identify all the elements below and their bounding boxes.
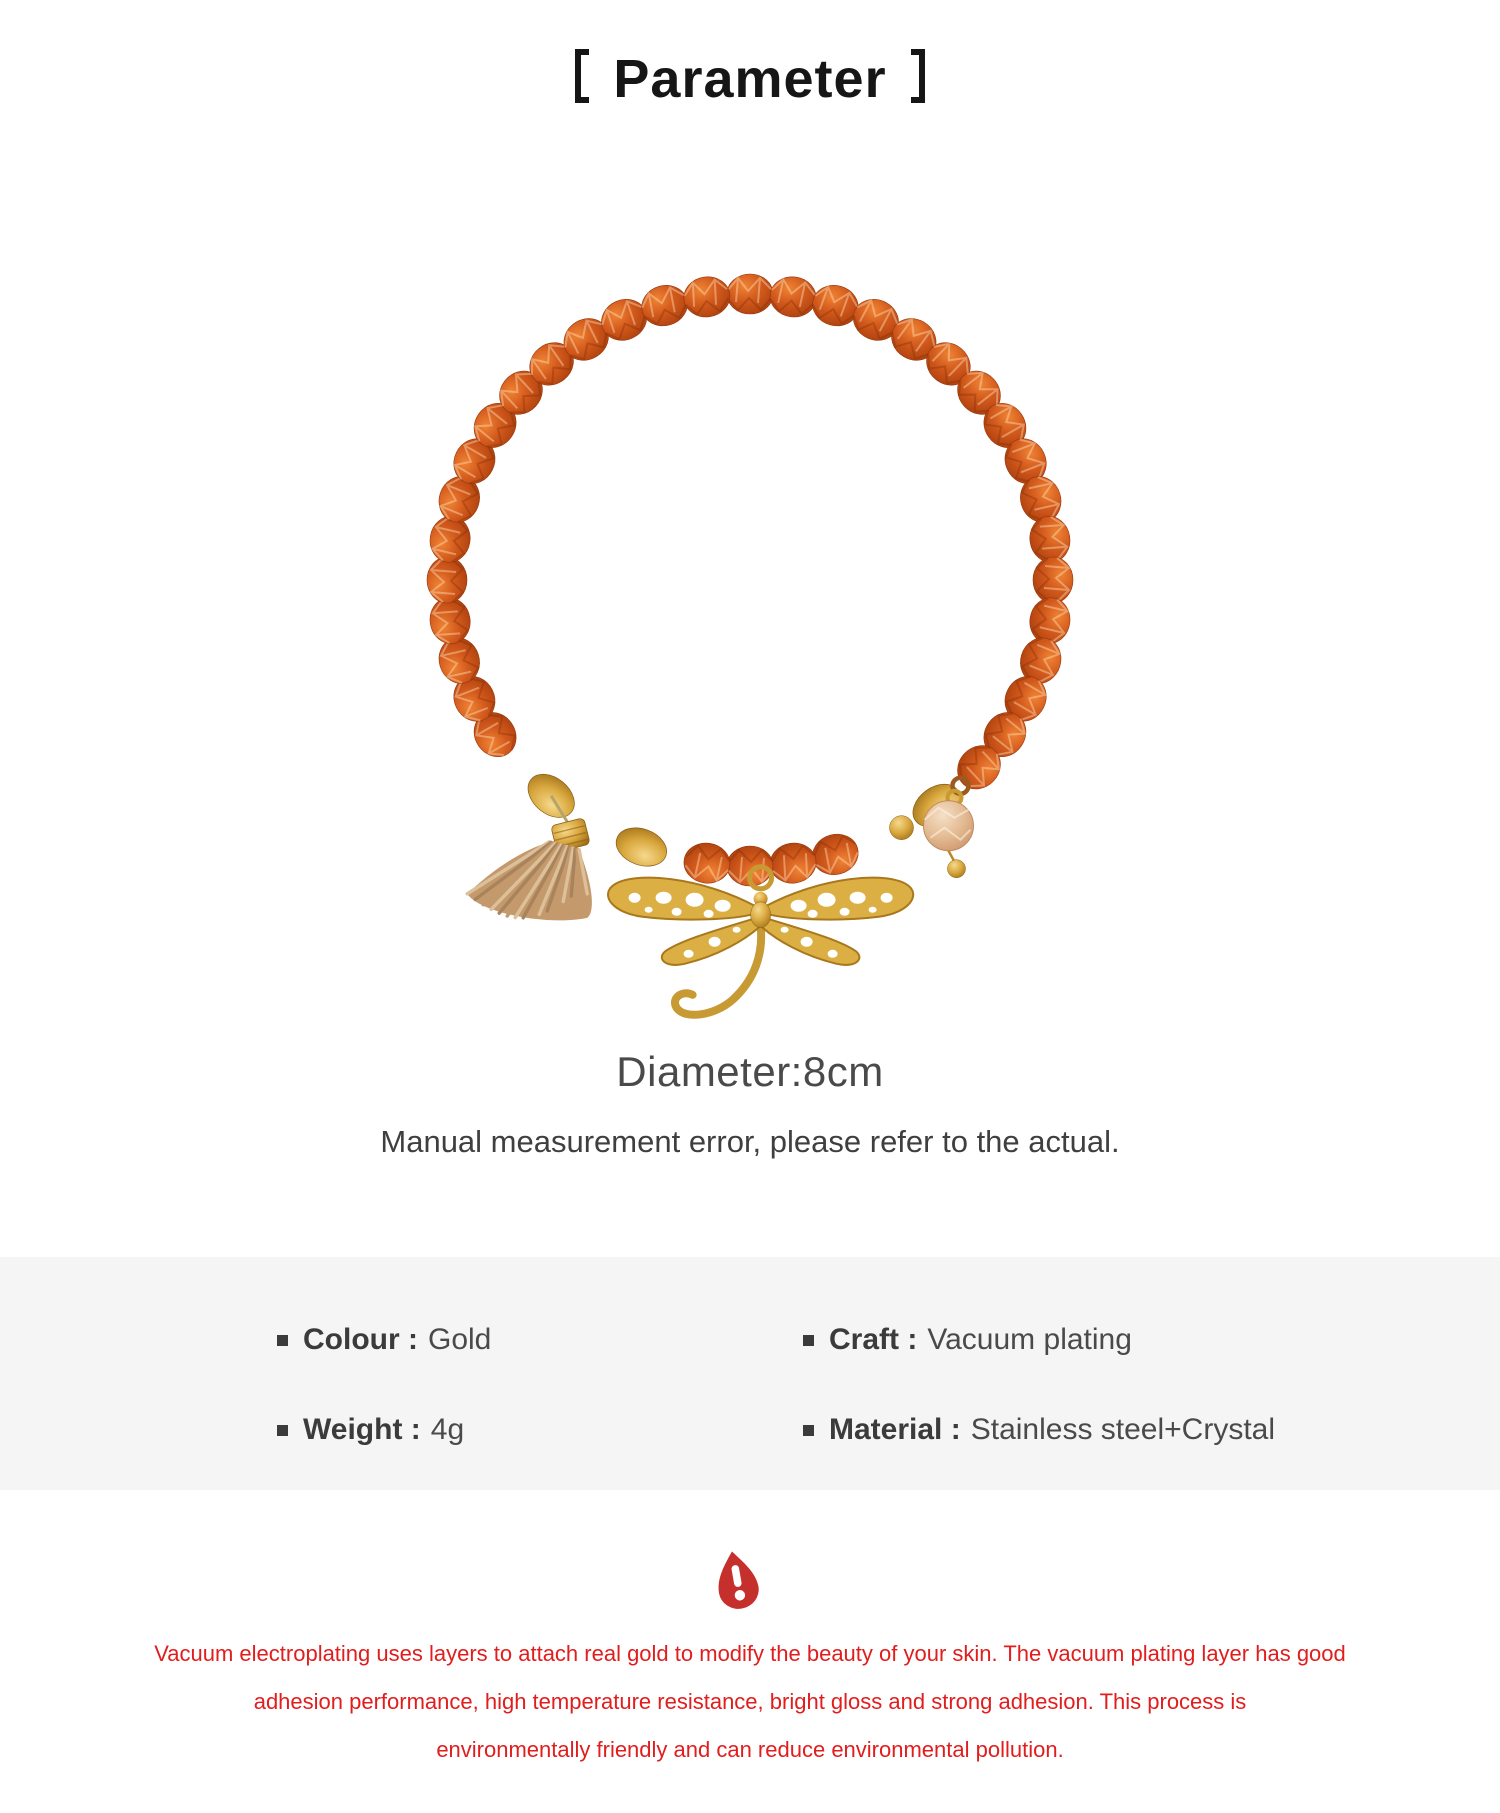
product-photo-bracelet	[400, 228, 1100, 1028]
warning-text	[0, 1630, 1500, 1774]
parameter-value: Vacuum plating	[927, 1323, 1132, 1356]
warning-exclamation-icon	[713, 1548, 761, 1612]
square-bullet-icon	[277, 1335, 288, 1346]
parameter-row-craft	[803, 1322, 1275, 1358]
parameter-label: Weight :	[303, 1413, 421, 1446]
warning-line: adhesion performance, high temperature resistance, bright gloss and strong adhesion. This process is	[253, 1689, 1247, 1714]
square-bullet-icon	[277, 1425, 288, 1436]
parameters-left-column	[277, 1322, 491, 1502]
parameter-value: Stainless steel+Crystal	[970, 1413, 1276, 1446]
right-lenticular-bracket-icon	[911, 49, 925, 103]
page-title	[0, 44, 1500, 110]
parameters-right-column	[803, 1322, 1275, 1502]
parameter-row-weight	[277, 1412, 491, 1448]
square-bullet-icon	[803, 1425, 814, 1436]
parameter-label: Colour :	[303, 1323, 418, 1356]
square-bullet-icon	[803, 1335, 814, 1346]
parameter-label: Craft :	[829, 1323, 918, 1356]
page-title-text: Parameter	[613, 48, 887, 109]
diameter-text: Diameter:8cm	[616, 1048, 884, 1095]
measurement-note: Manual measurement error, please refer to the actual.	[380, 1124, 1120, 1159]
warning-line: Vacuum electroplating uses layers to attach real gold to modify the beauty of your skin. The vacuum plating layer has good	[154, 1641, 1346, 1666]
parameter-label: Material :	[829, 1413, 961, 1446]
parameter-row-material	[803, 1412, 1275, 1448]
parameter-value: 4g	[430, 1413, 465, 1446]
warning-line: environmentally friendly and can reduce environmental pollution.	[436, 1737, 1064, 1762]
left-lenticular-bracket-icon	[575, 49, 589, 103]
parameter-row-colour	[277, 1322, 491, 1358]
parameter-value: Gold	[427, 1323, 492, 1356]
